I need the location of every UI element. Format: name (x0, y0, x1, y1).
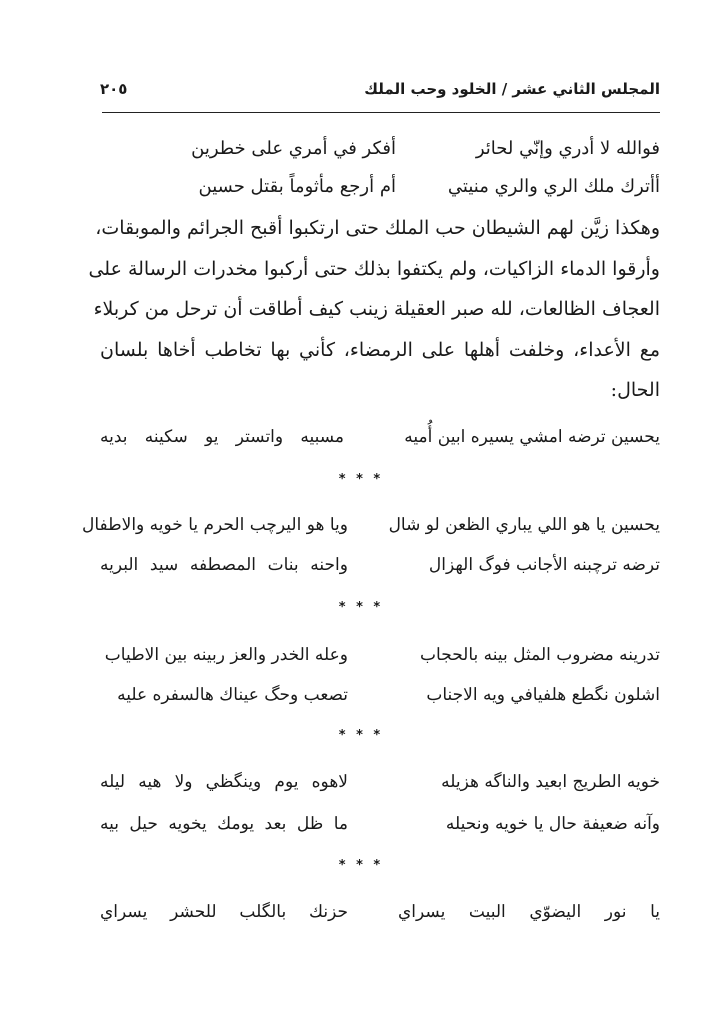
folk-second-hemistich: ويا هو اليرچب الحرم يا خويه والاطفال (81, 515, 348, 535)
running-header (100, 80, 660, 110)
folk-first-hemistich: يا نور اليضوّي البيت يسراي (398, 902, 660, 922)
folk-second-hemistich: ما ظل بعد يومك يخويه حيل بيه (100, 814, 348, 834)
folk-first-hemistich: تدرينه مضروب المثل بينه بالحجاب (420, 645, 660, 665)
folk-second-hemistich: وعله الخدر والعز ربينه بين الاطياب (104, 645, 348, 665)
stanza-separator: * * * (338, 858, 384, 873)
folk-verse-line (100, 645, 660, 675)
verse-line (100, 138, 660, 168)
prose-line: الحال: (610, 379, 660, 401)
folk-first-hemistich: يحسين ترضه امشي يسيره ابين أُميه (404, 427, 660, 447)
folk-second-hemistich: حزنك بالگلب للحشر يسراي (100, 902, 348, 922)
stanza-separator: * * * (338, 472, 384, 487)
prose-line: العجاف الظالعات، لله صبر العقيلة زينب كيف أطاقت أن ترحل من كربلاء (93, 298, 660, 320)
verse-first-hemistich: أأترك ملك الري والري منيتي (447, 176, 660, 197)
stanza-separator: * * * (338, 600, 384, 615)
prose-line: وأرقوا الدماء الزاكيات، ولم يكتفوا بذلك حتى أركبوا مخدرات الرسالة على (88, 257, 660, 280)
verse-first-hemistich: فوالله لا أدري وإنّي لحائر (475, 138, 660, 159)
page-number: ٢٠٥ (100, 80, 128, 98)
folk-verse-line (81, 515, 660, 545)
stanza-separator: * * * (338, 728, 384, 743)
folk-first-hemistich: وآنه ضعيفة حال يا خويه ونحيله (445, 814, 660, 834)
header-divider (102, 112, 660, 113)
folk-first-hemistich: اشلون نگطع هلفيافي ويه الاجناب (426, 685, 660, 705)
folk-second-hemistich: واحنه بنات المصطفه سيد البريه (100, 555, 348, 575)
folk-first-hemistich: خويه الطريج ابعيد والناگه هزيله (441, 772, 660, 792)
folk-verse-line (100, 772, 660, 802)
folk-first-hemistich: ترضه ترچبنه الأجانب فوگ الهزال (428, 555, 660, 575)
folk-second-hemistich: مسبيه واتستر يو سكينه بديه (100, 427, 344, 447)
prose-line: مع الأعداء، وخلفت أهلها على الرمضاء، كأني بها تخاطب أخاها بلسان (100, 338, 660, 361)
folk-first-hemistich: يحسين يا هو اللي يباري الظعن لو شال (388, 515, 660, 535)
prose-paragraph (88, 208, 660, 411)
folk-verse-line (100, 814, 660, 844)
chapter-title: المجلس الثاني عشر / الخلود وحب الملك (364, 80, 660, 98)
folk-verse-line (100, 902, 660, 932)
folk-verse-line (100, 555, 660, 585)
prose-line: وهكذا زيَّن لهم الشيطان حب الملك حتى ارتكبوا أقبح الجرائم والموبقات، (95, 217, 660, 239)
folk-verse-line (100, 427, 660, 457)
folk-second-hemistich: لاهوه يوم وينگظي ولا هيه ليله (100, 772, 348, 792)
folk-verse-line (100, 685, 660, 715)
verse-line (100, 176, 660, 206)
folk-second-hemistich: تصعب وحگ عيناك هالسفره عليه (117, 685, 348, 705)
verse-second-hemistich: أفكر في أمري على خطرين (191, 138, 396, 159)
verse-second-hemistich: أم أرجع مأثوماً بقتل حسين (198, 176, 396, 197)
